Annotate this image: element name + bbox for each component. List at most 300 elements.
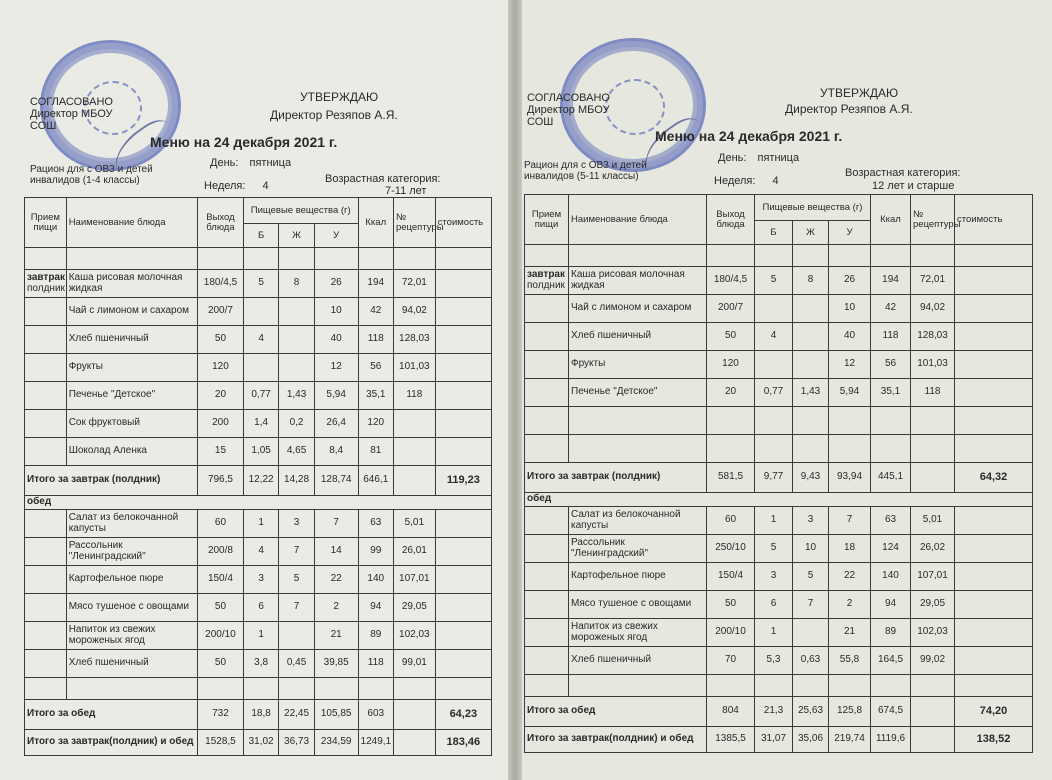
right-week-label: Неделя: <box>714 175 756 187</box>
carbs: 14 <box>314 538 358 566</box>
total-carbs: 219,74 <box>829 727 871 753</box>
intake-cell <box>525 323 569 351</box>
th-intake: Прием пищи <box>525 195 569 245</box>
fat: 0,2 <box>279 410 314 438</box>
protein: 0,77 <box>243 382 278 410</box>
intake-cell <box>525 535 569 563</box>
yield: 180/4,5 <box>707 267 755 295</box>
protein: 4 <box>243 538 278 566</box>
cost <box>435 438 491 466</box>
lunch-dish-row <box>25 566 492 594</box>
total-cost: 138,52 <box>955 727 1033 753</box>
th-u: У <box>829 221 871 245</box>
left-approval: СОГЛАСОВАНО Директор МБОУ СОШ <box>30 96 113 132</box>
total-fat: 35,06 <box>793 727 829 753</box>
section-label: завтрак <box>527 269 565 280</box>
cost <box>955 379 1033 407</box>
kcal: 94 <box>871 591 911 619</box>
total-fat: 36,73 <box>279 730 314 756</box>
dish-name <box>569 407 707 435</box>
dish-name: Мясо тушеное с овощами <box>66 594 197 622</box>
breakfast-dish-row <box>525 435 1033 463</box>
cost <box>955 267 1033 295</box>
breakfast-dish-row <box>25 438 492 466</box>
cost <box>435 410 491 438</box>
cost <box>435 270 491 298</box>
right-breakfast-label <box>525 267 569 295</box>
right-day <box>718 152 799 164</box>
yield: 50 <box>707 591 755 619</box>
kcal: 194 <box>358 270 393 298</box>
right-lunch-total-row <box>525 697 1033 727</box>
total-cost: 64,32 <box>955 463 1033 493</box>
yield: 15 <box>198 438 244 466</box>
kcal: 63 <box>871 507 911 535</box>
total-cost: 64,23 <box>435 700 491 730</box>
fat: 8 <box>279 270 314 298</box>
intake-cell <box>525 295 569 323</box>
cost <box>435 566 491 594</box>
dish-name: Каша рисовая молочная жидкая <box>569 267 707 295</box>
intake-cell <box>25 510 67 538</box>
carbs <box>829 407 871 435</box>
th-kcal: Ккал <box>871 195 911 245</box>
th-recipe: № рецептуры <box>393 198 435 248</box>
lunch-dish-row <box>525 591 1033 619</box>
dish-name: Салат из белокочанной капусты <box>569 507 707 535</box>
intake-cell <box>525 563 569 591</box>
yield <box>707 435 755 463</box>
lunch-dish-row <box>525 507 1033 535</box>
th-cost: стоимость <box>435 198 491 248</box>
carbs: 8,4 <box>314 438 358 466</box>
total-protein: 31,02 <box>243 730 278 756</box>
intake-cell <box>25 410 67 438</box>
intake-cell <box>525 435 569 463</box>
yield: 200/8 <box>198 538 244 566</box>
carbs: 55,8 <box>829 647 871 675</box>
fat <box>793 619 829 647</box>
cost <box>955 407 1033 435</box>
kcal: 56 <box>358 354 393 382</box>
th-b: Б <box>755 221 793 245</box>
intake-cell <box>25 382 67 410</box>
intake-cell <box>25 538 67 566</box>
lunch-dish-row <box>525 563 1033 591</box>
left-week-label: Неделя: <box>204 180 246 192</box>
yield: 200/7 <box>198 298 244 326</box>
kcal: 42 <box>871 295 911 323</box>
left-day-label: День: <box>210 157 239 169</box>
left-spacer-row <box>25 248 492 270</box>
total-yield: 796,5 <box>198 466 244 496</box>
protein <box>755 295 793 323</box>
carbs: 21 <box>829 619 871 647</box>
yield: 20 <box>198 382 244 410</box>
right-day-label: День: <box>718 152 747 164</box>
intake-cell <box>525 407 569 435</box>
protein: 1 <box>243 622 278 650</box>
protein: 0,77 <box>755 379 793 407</box>
recipe-number: 118 <box>393 382 435 410</box>
kcal: 140 <box>871 563 911 591</box>
protein: 5,3 <box>755 647 793 675</box>
recipe-number: 107,01 <box>393 566 435 594</box>
recipe-number: 128,03 <box>393 326 435 354</box>
cost <box>955 647 1033 675</box>
right-lunch-section-row <box>525 493 1033 507</box>
th-zh: Ж <box>793 221 829 245</box>
total-protein: 31,07 <box>755 727 793 753</box>
right-ration: Рацион для с ОВЗ и детей инвалидов (5-11 классы) <box>524 160 647 182</box>
protein: 4 <box>243 326 278 354</box>
right-empty-row <box>525 675 1033 697</box>
yield: 200/10 <box>707 619 755 647</box>
kcal: 89 <box>358 622 393 650</box>
recipe-number: 26,02 <box>911 535 955 563</box>
yield: 120 <box>198 354 244 382</box>
kcal: 35,1 <box>871 379 911 407</box>
protein: 1 <box>243 510 278 538</box>
carbs: 2 <box>829 591 871 619</box>
kcal: 35,1 <box>358 382 393 410</box>
total-label: Итого за обед <box>25 700 198 730</box>
recipe-number: 128,03 <box>911 323 955 351</box>
total-recipe <box>393 466 435 496</box>
recipe-number: 72,01 <box>393 270 435 298</box>
th-recipe: № рецептуры <box>911 195 955 245</box>
yield: 50 <box>198 650 244 678</box>
recipe-number: 29,05 <box>911 591 955 619</box>
kcal: 63 <box>358 510 393 538</box>
yield: 200 <box>198 410 244 438</box>
right-lunch-body <box>525 507 1033 675</box>
fat: 5 <box>279 566 314 594</box>
fat: 3 <box>279 510 314 538</box>
protein: 1 <box>755 619 793 647</box>
breakfast-dish-row <box>25 326 492 354</box>
intake-cell <box>25 650 67 678</box>
kcal: 194 <box>871 267 911 295</box>
carbs: 22 <box>829 563 871 591</box>
cost <box>955 323 1033 351</box>
dish-name: Хлеб пшеничный <box>66 326 197 354</box>
th-intake: Прием пищи <box>25 198 67 248</box>
recipe-number: 94,02 <box>393 298 435 326</box>
dish-name: Хлеб пшеничный <box>569 323 707 351</box>
dish-name: Рассольник "Ленинградский" <box>66 538 197 566</box>
cost <box>435 354 491 382</box>
paper-fold <box>508 0 522 780</box>
fat: 5 <box>793 563 829 591</box>
right-lunch-label: обед <box>525 493 1033 507</box>
right-menu-table <box>524 194 1033 753</box>
left-approve-title: УТВЕРЖДАЮ <box>300 90 379 104</box>
carbs: 26 <box>829 267 871 295</box>
carbs: 7 <box>829 507 871 535</box>
fat: 8 <box>793 267 829 295</box>
total-fat: 22,45 <box>279 700 314 730</box>
th-zh: Ж <box>279 224 314 248</box>
cost <box>435 538 491 566</box>
yield: 180/4,5 <box>198 270 244 298</box>
total-kcal: 1249,1 <box>358 730 393 756</box>
total-label: Итого за завтрак(полдник) и обед <box>525 727 707 753</box>
yield: 200/7 <box>707 295 755 323</box>
left-breakfast-body <box>25 270 492 466</box>
intake-cell <box>525 647 569 675</box>
intake-cell <box>25 354 67 382</box>
right-week <box>714 175 779 187</box>
carbs: 5,94 <box>314 382 358 410</box>
carbs: 2 <box>314 594 358 622</box>
intake-cell <box>25 326 67 354</box>
breakfast-dish-row <box>25 382 492 410</box>
yield: 50 <box>198 594 244 622</box>
cost <box>435 298 491 326</box>
recipe-number <box>393 410 435 438</box>
left-breakfast-label <box>25 270 67 298</box>
total-protein: 18,8 <box>243 700 278 730</box>
left-header-row <box>25 198 492 224</box>
dish-name: Хлеб пшеничный <box>66 650 197 678</box>
recipe-number: 5,01 <box>393 510 435 538</box>
lunch-dish-row <box>525 535 1033 563</box>
dish-name: Напиток из свежих мороженых ягод <box>569 619 707 647</box>
right-day-value: пятница <box>757 152 800 164</box>
kcal: 140 <box>358 566 393 594</box>
intake-cell <box>25 438 67 466</box>
total-fat: 9,43 <box>793 463 829 493</box>
right-grand-total-row <box>525 727 1033 753</box>
dish-name: Напиток из свежих мороженых ягод <box>66 622 197 650</box>
kcal <box>871 407 911 435</box>
protein <box>755 351 793 379</box>
total-kcal: 674,5 <box>871 697 911 727</box>
recipe-number <box>393 438 435 466</box>
left-day <box>210 157 291 169</box>
right-approval: СОГЛАСОВАНО Директор МБОУ СОШ <box>527 92 610 128</box>
carbs: 10 <box>314 298 358 326</box>
protein: 6 <box>243 594 278 622</box>
right-menu-title: Меню на 24 декабря 2021 г. <box>655 128 843 144</box>
total-yield: 1528,5 <box>198 730 244 756</box>
cost <box>955 435 1033 463</box>
yield: 60 <box>198 510 244 538</box>
cost <box>955 535 1033 563</box>
fat <box>793 407 829 435</box>
fat: 7 <box>279 594 314 622</box>
total-carbs: 234,59 <box>314 730 358 756</box>
yield: 120 <box>707 351 755 379</box>
left-lunch-body <box>25 510 492 678</box>
left-grand-total-row <box>25 730 492 756</box>
lunch-dish-row <box>25 622 492 650</box>
protein: 1 <box>755 507 793 535</box>
left-age-label: Возрастная категория: <box>325 173 441 185</box>
total-carbs: 105,85 <box>314 700 358 730</box>
cost <box>955 507 1033 535</box>
right-spacer-row <box>525 245 1033 267</box>
dish-name: Картофельное пюре <box>66 566 197 594</box>
total-cost: 74,20 <box>955 697 1033 727</box>
left-approve-name: Директор Резяпов А.Я. <box>270 108 398 122</box>
fat: 7 <box>793 591 829 619</box>
cost <box>435 382 491 410</box>
kcal: 118 <box>871 323 911 351</box>
total-recipe <box>911 697 955 727</box>
intake-cell <box>525 591 569 619</box>
intake-cell <box>525 351 569 379</box>
total-carbs: 93,94 <box>829 463 871 493</box>
left-breakfast-total-row <box>25 466 492 496</box>
total-yield: 581,5 <box>707 463 755 493</box>
recipe-number: 29,05 <box>393 594 435 622</box>
intake-cell <box>25 298 67 326</box>
cost <box>955 351 1033 379</box>
fat <box>793 323 829 351</box>
kcal <box>871 435 911 463</box>
breakfast-dish-row <box>525 323 1033 351</box>
kcal: 118 <box>358 650 393 678</box>
section-sublabel: полдник <box>527 279 565 291</box>
total-fat: 25,63 <box>793 697 829 727</box>
cost <box>435 650 491 678</box>
left-age-value: 7-11 лет <box>385 185 427 197</box>
right-breakfast-body <box>525 267 1033 463</box>
left-menu-title: Меню на 24 декабря 2021 г. <box>150 134 338 150</box>
total-cost: 119,23 <box>435 466 491 496</box>
cost <box>435 510 491 538</box>
dish-name: Фрукты <box>569 351 707 379</box>
dish-name: Чай с лимоном и сахаром <box>569 295 707 323</box>
lunch-dish-row <box>525 619 1033 647</box>
fat: 4,65 <box>279 438 314 466</box>
intake-cell <box>25 622 67 650</box>
breakfast-dish-row <box>525 351 1033 379</box>
total-protein: 9,77 <box>755 463 793 493</box>
protein <box>755 435 793 463</box>
protein: 3,8 <box>243 650 278 678</box>
recipe-number: 26,01 <box>393 538 435 566</box>
protein <box>243 298 278 326</box>
intake-cell <box>525 619 569 647</box>
total-cost: 183,46 <box>435 730 491 756</box>
fat <box>279 622 314 650</box>
th-nutrients: Пищевые вещества (г) <box>755 195 871 221</box>
kcal: 81 <box>358 438 393 466</box>
cost <box>435 326 491 354</box>
fat <box>279 354 314 382</box>
fat <box>793 351 829 379</box>
protein <box>243 354 278 382</box>
kcal: 89 <box>871 619 911 647</box>
kcal: 164,5 <box>871 647 911 675</box>
dish-name: Печенье "Детское" <box>66 382 197 410</box>
breakfast-dish-row <box>525 407 1033 435</box>
th-yield: Выход блюда <box>707 195 755 245</box>
section-label: завтрак <box>27 272 65 283</box>
protein: 4 <box>755 323 793 351</box>
recipe-number: 5,01 <box>911 507 955 535</box>
total-recipe <box>911 463 955 493</box>
total-label: Итого за завтрак (полдник) <box>25 466 198 496</box>
recipe-number: 99,01 <box>393 650 435 678</box>
yield <box>707 407 755 435</box>
total-label: Итого за завтрак (полдник) <box>525 463 707 493</box>
total-recipe <box>911 727 955 753</box>
th-u: У <box>314 224 358 248</box>
dish-name: Хлеб пшеничный <box>569 647 707 675</box>
carbs <box>829 435 871 463</box>
th-dish: Наименование блюда <box>569 195 707 245</box>
breakfast-dish-row <box>525 379 1033 407</box>
cost <box>955 591 1033 619</box>
kcal: 42 <box>358 298 393 326</box>
cost <box>955 619 1033 647</box>
kcal: 94 <box>358 594 393 622</box>
th-b: Б <box>243 224 278 248</box>
protein: 5 <box>755 535 793 563</box>
recipe-number <box>911 435 955 463</box>
protein: 5 <box>243 270 278 298</box>
cost <box>435 594 491 622</box>
yield: 60 <box>707 507 755 535</box>
recipe-number <box>911 407 955 435</box>
kcal: 56 <box>871 351 911 379</box>
lunch-dish-row <box>25 650 492 678</box>
recipe-number: 102,03 <box>393 622 435 650</box>
th-yield: Выход блюда <box>198 198 244 248</box>
recipe-number: 101,03 <box>393 354 435 382</box>
dish-name: Мясо тушеное с овощами <box>569 591 707 619</box>
breakfast-dish-row <box>525 295 1033 323</box>
fat <box>793 435 829 463</box>
yield: 50 <box>707 323 755 351</box>
th-kcal: Ккал <box>358 198 393 248</box>
carbs: 26,4 <box>314 410 358 438</box>
fat: 10 <box>793 535 829 563</box>
th-dish: Наименование блюда <box>66 198 197 248</box>
protein: 1,05 <box>243 438 278 466</box>
left-week <box>204 180 269 192</box>
total-yield: 1385,5 <box>707 727 755 753</box>
recipe-number: 99,02 <box>911 647 955 675</box>
th-cost: стоимость <box>955 195 1033 245</box>
total-kcal: 1119,6 <box>871 727 911 753</box>
protein: 3 <box>243 566 278 594</box>
total-label: Итого за завтрак(полдник) и обед <box>25 730 198 756</box>
carbs: 7 <box>314 510 358 538</box>
fat: 1,43 <box>793 379 829 407</box>
right-breakfast-total-row <box>525 463 1033 493</box>
protein: 1,4 <box>243 410 278 438</box>
fat: 0,45 <box>279 650 314 678</box>
dish-name: Картофельное пюре <box>569 563 707 591</box>
left-week-value: 4 <box>262 180 269 192</box>
total-recipe <box>393 700 435 730</box>
yield: 150/4 <box>707 563 755 591</box>
breakfast-dish-row <box>25 298 492 326</box>
intake-cell <box>25 566 67 594</box>
total-kcal: 603 <box>358 700 393 730</box>
intake-cell <box>525 507 569 535</box>
carbs: 22 <box>314 566 358 594</box>
dish-name: Сок фруктовый <box>66 410 197 438</box>
carbs: 10 <box>829 295 871 323</box>
fat <box>279 298 314 326</box>
right-approve-name: Директор Резяпов А.Я. <box>785 102 913 116</box>
